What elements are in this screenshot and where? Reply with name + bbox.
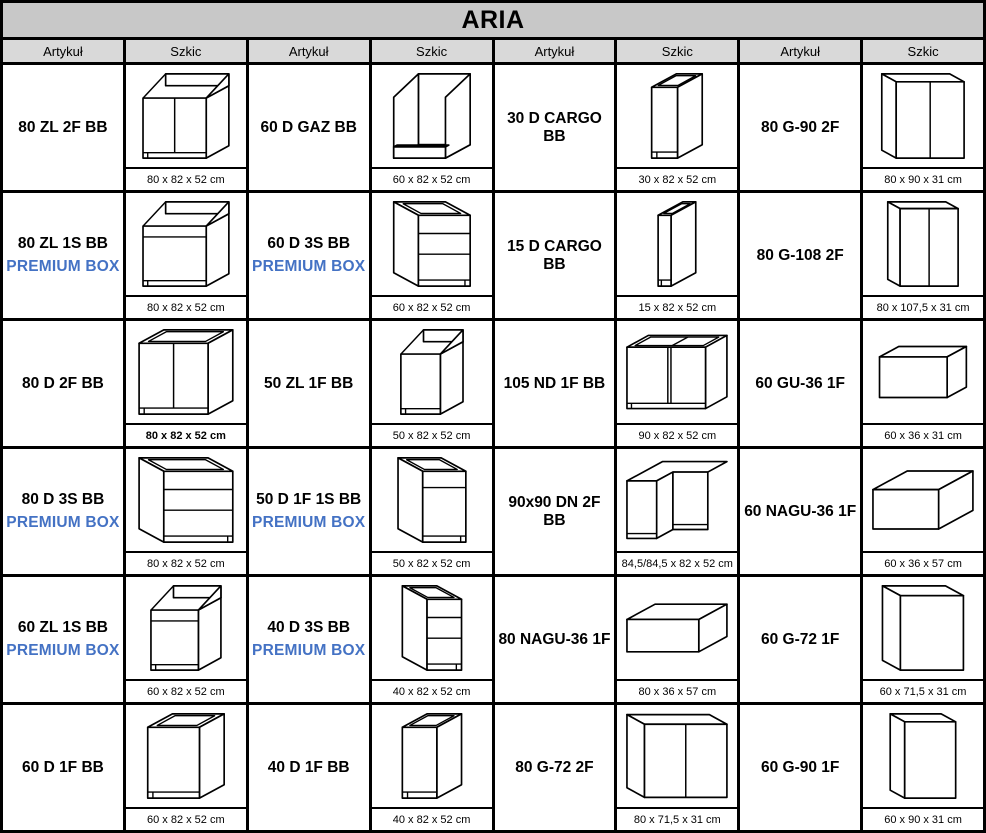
- sketch-cell: [617, 65, 737, 190]
- sketch-cell: [617, 193, 737, 318]
- sketch-cell: [126, 193, 246, 318]
- dimensions-label: 80 x 90 x 31 cm: [863, 167, 983, 190]
- article-cell: [740, 577, 860, 702]
- cabinet-sketch-icon: [372, 321, 492, 423]
- article-code: 80 NAGU-36 1F: [498, 630, 611, 648]
- article-cell: [3, 705, 123, 830]
- column-header-szkic: Szkic: [126, 40, 246, 62]
- article-code: 40 D 1F BB: [267, 758, 350, 776]
- article-code: 15 D CARGO BB: [507, 237, 602, 273]
- sketch-cell: [863, 193, 983, 318]
- sketch-cell: [126, 65, 246, 190]
- premium-box-label: PREMIUM BOX: [252, 642, 366, 660]
- article-cell: [495, 65, 615, 190]
- dimensions-label: 60 x 36 x 57 cm: [863, 551, 983, 574]
- sketch-cell: [372, 577, 492, 702]
- article-code: 50 D 1F 1S BB: [256, 490, 362, 508]
- premium-box-label: PREMIUM BOX: [6, 258, 120, 276]
- cabinet-sketch-icon: [617, 705, 737, 807]
- cabinet-sketch-icon: [617, 449, 737, 551]
- article-code: 90x90 DN 2F BB: [508, 493, 601, 529]
- column-header-artykul: Artykuł: [740, 40, 860, 62]
- article-code: 60 D 3S BB: [267, 234, 351, 252]
- column-header-szkic: Szkic: [372, 40, 492, 62]
- column-header-artykul: Artykuł: [3, 40, 123, 62]
- dimensions-label: 60 x 36 x 31 cm: [863, 423, 983, 446]
- cabinet-sketch-icon: [863, 577, 983, 679]
- dimensions-label: 80 x 82 x 52 cm: [126, 295, 246, 318]
- article-cell: [495, 705, 615, 830]
- article-cell: [740, 65, 860, 190]
- article-cell: [3, 577, 123, 702]
- dimensions-label: 15 x 82 x 52 cm: [617, 295, 737, 318]
- article-cell: [249, 577, 369, 702]
- sketch-cell: [617, 577, 737, 702]
- cabinet-sketch-icon: [863, 449, 983, 551]
- article-cell: [495, 321, 615, 446]
- dimensions-label: 80 x 82 x 52 cm: [126, 551, 246, 574]
- article-cell: [495, 577, 615, 702]
- article-cell: [3, 449, 123, 574]
- article-cell: [249, 193, 369, 318]
- dimensions-label: 50 x 82 x 52 cm: [372, 423, 492, 446]
- article-code: 80 ZL 1S BB: [17, 234, 109, 252]
- dimensions-label: 80 x 107,5 x 31 cm: [863, 295, 983, 318]
- article-cell: [3, 65, 123, 190]
- article-code: 80 ZL 2F BB: [18, 118, 108, 136]
- sketch-cell: [126, 577, 246, 702]
- article-cell: [249, 65, 369, 190]
- dimensions-label: 84,5/84,5 x 82 x 52 cm: [617, 551, 737, 574]
- dimensions-label: 60 x 82 x 52 cm: [126, 679, 246, 702]
- sketch-cell: [863, 321, 983, 446]
- dimensions-label: 60 x 82 x 52 cm: [372, 295, 492, 318]
- sketch-cell: [372, 321, 492, 446]
- dimensions-label: 60 x 90 x 31 cm: [863, 807, 983, 830]
- article-cell: [740, 193, 860, 318]
- article-code: 60 ZL 1S BB: [17, 618, 109, 636]
- article-code: 105 ND 1F BB: [503, 374, 606, 392]
- dimensions-label: 80 x 82 x 52 cm: [126, 167, 246, 190]
- sketch-cell: [617, 321, 737, 446]
- cabinet-sketch-icon: [863, 193, 983, 295]
- sketch-cell: [863, 449, 983, 574]
- article-code: 80 G-90 2F: [760, 118, 840, 136]
- cabinet-sketch-icon: [617, 321, 737, 423]
- article-code: 80 G-72 2F: [515, 758, 594, 776]
- cabinet-sketch-icon: [126, 193, 246, 295]
- premium-box-label: PREMIUM BOX: [6, 514, 120, 532]
- sketch-cell: [372, 449, 492, 574]
- article-code: 50 ZL 1F BB: [264, 374, 354, 392]
- article-cell: [740, 321, 860, 446]
- article-cell: [740, 449, 860, 574]
- sketch-cell: [863, 65, 983, 190]
- catalog-title: ARIA: [3, 3, 983, 37]
- dimensions-label: 30 x 82 x 52 cm: [617, 167, 737, 190]
- article-cell: [3, 193, 123, 318]
- sketch-cell: [372, 193, 492, 318]
- sketch-cell: [617, 705, 737, 830]
- column-header-artykul: Artykuł: [249, 40, 369, 62]
- article-cell: [740, 705, 860, 830]
- premium-box-label: PREMIUM BOX: [252, 258, 366, 276]
- cabinet-sketch-icon: [617, 65, 737, 167]
- sketch-cell: [126, 449, 246, 574]
- dimensions-label: 80 x 36 x 57 cm: [617, 679, 737, 702]
- cabinet-sketch-icon: [126, 577, 246, 679]
- column-header-szkic: Szkic: [863, 40, 983, 62]
- dimensions-label: 80 x 82 x 52 cm: [126, 423, 246, 446]
- dimensions-label: 50 x 82 x 52 cm: [372, 551, 492, 574]
- sketch-cell: [126, 705, 246, 830]
- cabinet-sketch-icon: [372, 449, 492, 551]
- dimensions-label: 40 x 82 x 52 cm: [372, 679, 492, 702]
- column-header-szkic: Szkic: [617, 40, 737, 62]
- cabinet-sketch-icon: [863, 321, 983, 423]
- dimensions-label: 60 x 82 x 52 cm: [126, 807, 246, 830]
- article-code: 60 G-90 1F: [760, 758, 840, 776]
- cabinet-sketch-icon: [617, 577, 737, 679]
- article-cell: [495, 449, 615, 574]
- sketch-cell: [372, 705, 492, 830]
- dimensions-label: 40 x 82 x 52 cm: [372, 807, 492, 830]
- article-code: 30 D CARGO BB: [507, 109, 602, 145]
- article-code: 60 D 1F BB: [22, 758, 104, 776]
- cabinet-sketch-icon: [863, 705, 983, 807]
- article-code: 40 D 3S BB: [267, 618, 351, 636]
- dimensions-label: 90 x 82 x 52 cm: [617, 423, 737, 446]
- article-cell: [3, 321, 123, 446]
- premium-box-label: PREMIUM BOX: [252, 514, 366, 532]
- article-code: 80 D 3S BB: [21, 490, 105, 508]
- cabinet-sketch-icon: [126, 449, 246, 551]
- cabinet-sketch-icon: [372, 65, 492, 167]
- article-cell: [495, 193, 615, 318]
- cabinet-sketch-icon: [617, 193, 737, 295]
- article-code: 60 GU-36 1F: [755, 374, 845, 392]
- dimensions-label: 80 x 71,5 x 31 cm: [617, 807, 737, 830]
- premium-box-label: PREMIUM BOX: [6, 642, 120, 660]
- cabinet-sketch-icon: [372, 705, 492, 807]
- cabinet-sketch-icon: [372, 193, 492, 295]
- dimensions-label: 60 x 71,5 x 31 cm: [863, 679, 983, 702]
- cabinet-sketch-icon: [126, 321, 246, 423]
- article-cell: [249, 449, 369, 574]
- sketch-cell: [863, 705, 983, 830]
- cabinet-sketch-icon: [126, 705, 246, 807]
- sketch-cell: [617, 449, 737, 574]
- column-header-artykul: Artykuł: [495, 40, 615, 62]
- article-code: 80 D 2F BB: [22, 374, 104, 392]
- cabinet-sketch-icon: [126, 65, 246, 167]
- article-code: 80 G-108 2F: [756, 246, 844, 264]
- article-cell: [249, 705, 369, 830]
- cabinet-sketch-icon: [863, 65, 983, 167]
- sketch-cell: [126, 321, 246, 446]
- sketch-cell: [372, 65, 492, 190]
- article-code: 60 NAGU-36 1F: [744, 502, 857, 520]
- sketch-cell: [863, 577, 983, 702]
- article-code: 60 D GAZ BB: [260, 118, 357, 136]
- article-cell: [249, 321, 369, 446]
- dimensions-label: 60 x 82 x 52 cm: [372, 167, 492, 190]
- article-code: 60 G-72 1F: [760, 630, 840, 648]
- cabinet-sketch-icon: [372, 577, 492, 679]
